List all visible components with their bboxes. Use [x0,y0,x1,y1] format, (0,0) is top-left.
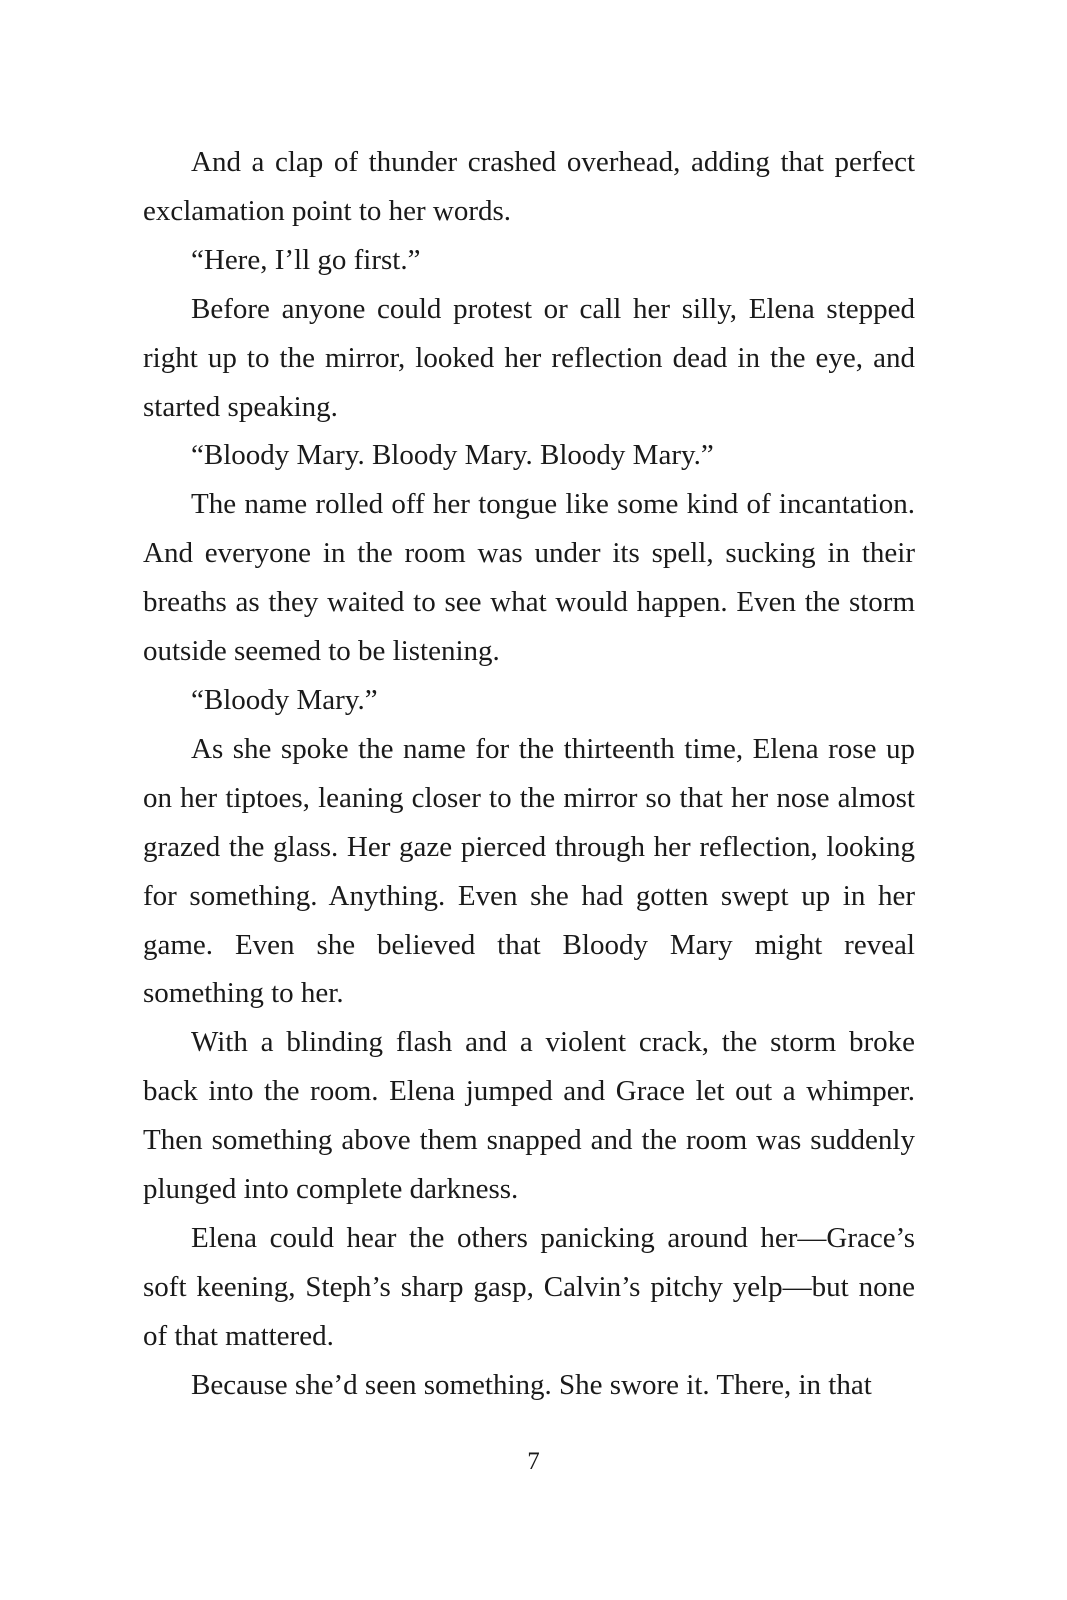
paragraph: “Here, I’ll go first.” [191,243,421,276]
body-text [143,138,915,1410]
paragraph: Because she’d seen something. She swore it. There, in that [191,1368,872,1401]
paragraph: As she spoke the name for the thirteenth time, Elena rose up on her tiptoes, leaning closer to the mirror so that her nose almost grazed the glass. Her gaze pierced through her reflection, looking for something. Anything. Even she had gotten swept up in her game. Even she believed that Bloody Mary might reveal something to her. [143,732,915,1010]
paragraph: The name rolled off her tongue like some kind of incantation. And everyone in the room was under its spell, sucking in their breaths as they waited to see what would happen. Even the storm outside seemed to be listening. [143,488,915,668]
paragraph: Before anyone could protest or call her silly, Elena stepped right up to the mirror, looked her reflection dead in the eye, and started speaking. [143,292,915,423]
paragraph: Elena could hear the others panicking around her—Grace’s soft keening, Steph’s sharp gasp, Calvin’s pitchy yelp—but none of that mattered. [143,1221,915,1352]
paragraph: “Bloody Mary.” [191,683,378,716]
paragraph: “Bloody Mary. Bloody Mary. Bloody Mary.” [191,439,714,472]
paragraph: With a blinding flash and a violent crack, the storm broke back into the room. Elena jumped and Grace let out a whimper. Then something above them snapped and the room was suddenly plunged into complete darkness. [143,1026,915,1206]
paragraph: And a clap of thunder crashed overhead, adding that perfect exclamation point to her words. [143,146,915,227]
page-number: 7 [527,1448,540,1475]
